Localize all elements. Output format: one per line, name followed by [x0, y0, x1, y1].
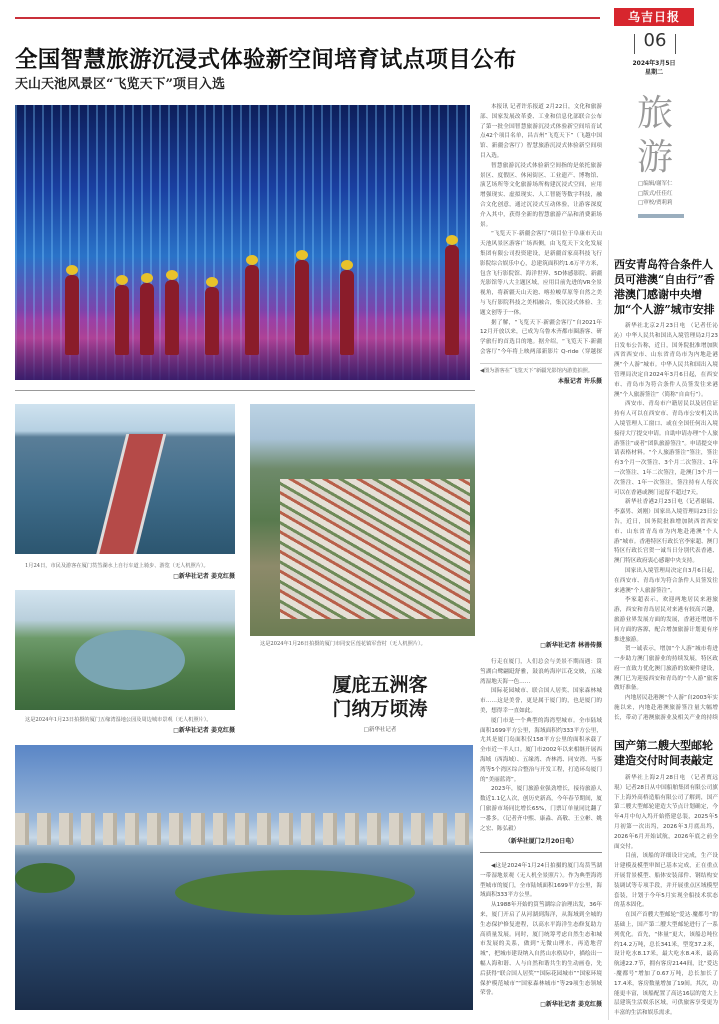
- story1-paragraph: 西安市、青岛市户籍居民以及居住证持有人可以在西安市、青岛市公安机关出入境管理人工窗口、或在全国任何出入境接待大厅提交申请。自助申请办理“个人旅游签注”或者“团队旅游签注”。申请提交申请表格材料。“个人旅游签注”签注，签注有3个月一次签注、3个月二次签注、1年一次签注、1年二次签注，赴澳门3个月一次签注、1年一次签注，签注持有人每次可以在香港或澳门逗留不超过7天。: [614, 401, 718, 496]
- page-number: 06: [620, 30, 690, 51]
- credits-divider: [638, 214, 684, 218]
- feature-paragraph: 国际花园城市、联合国人居奖、国家森林城市……这是美誉，更是属于厦门的，也是厦门的美，想得幸一直如此。: [480, 688, 602, 714]
- story1-body: [614, 322, 718, 722]
- lead-subhead: 天山天池风景区“飞览天下”项目入选: [15, 77, 225, 92]
- village-caption: 这是2024年1月26日拍摄的厦门市同安区莲花镇军营村（无人机照片）。: [260, 641, 426, 647]
- editor-credits: [638, 180, 708, 209]
- credit-proofreader: □审校/贾莉莉: [638, 200, 673, 206]
- wetland-lake: [75, 630, 185, 690]
- village-aerial-photo: [250, 404, 475, 636]
- city-skyline: [15, 813, 473, 845]
- lake-caption: ◀这是2024年1月24日拍摄的厦门岛筼筜湖一带湿地景观（无人机全景照片）。作为典型海湾型城市的厦门，全市陆域面积1699平方公里，海域面积333平方公里。: [480, 863, 602, 899]
- bridge-caption-block: [15, 562, 235, 580]
- feature-headline-line2: 门纳万顷涛: [332, 698, 428, 720]
- wetland-islet: [15, 863, 75, 893]
- lead-article-body: [480, 103, 602, 385]
- immersive-exhibit-photo: [15, 105, 470, 380]
- story2-paragraph: 新华社上海2月28日电 （记者贾远琨）记者28日从中国船舶集团有限公司旗下上海外高桥造船有限公司了解到，国产第二艘大型邮轮建造大节点计划确定，今年4月中旬入坞开始搭建总装，2025年5月初第一次出坞，2026年3月底出坞，2026年6月开始试航，2026年底之前全面交付。: [614, 775, 718, 850]
- lead-photo-caption: ◀图为游客在“飞览天下”新疆光影馆内游览拍照。: [480, 363, 602, 376]
- feature-paragraph: 厦门市是一个典型的海湾型城市。全市陆域面积1699平方公里，海域面积约333平方公里，尤其是厦门岛面积仅158平方公里的面积承载了全市近一半人口。厦门市2002年以来相继开展西海域（西海域）、五缘湾、杏林湾、同安湾、马銮湾等5个湾区综合整治与开发工程，打造环岛厦门的“美丽蓝湾”。: [480, 717, 602, 783]
- village-byline: □新华社记者 林善传摄: [540, 642, 602, 649]
- credit-layout: □版式/任佳红: [638, 190, 673, 197]
- feature-divider: [480, 852, 602, 853]
- wetland-island: [175, 870, 415, 915]
- lead-paragraph: 据了解，“飞览天下·新疆会客厅”自2021年12月开放以来，已成为乌鲁木齐都市圈游客、研学旅行的首选目的地。据介绍，“飞览天下·新疆会客厅”今年将上映两部新影片 Q-ride（穿越探: [480, 319, 602, 355]
- story1-paragraph: 李家超表示，欢迎两地居民来港旅游，西安和青岛居民对来港有较高兴趣，旅游业界发展方面的发展，香港还增加不同方面的客源，配合增加旅游计划更有序推进旅游。: [614, 597, 718, 643]
- story1-paragraph: 内地居民赴港澳“个人游”自2003年实施以来，内地赴港澳旅游签注量大幅增长，带动了港澳旅游业及相关产业的持续: [614, 695, 718, 721]
- header-rule: [15, 17, 600, 19]
- story2-paragraph: 目前，该船的详细设计完成，生产设计建模及模型审图已基本完成，正在重点开展背景模型、船体安装部件、钢结构安装调试等专项手段，并开展重点区域模型套装，计划于今年5月实现全船技术状态的基本固化。: [614, 853, 718, 909]
- wetland-byline: □新华社记者 姜克红摄: [173, 727, 235, 734]
- weekday-text: 星期二: [644, 69, 663, 76]
- column-separator: [608, 240, 609, 1020]
- lead-photo-byline: 本报记者 许乐摄: [557, 377, 602, 385]
- yundang-lake-photo: [15, 745, 473, 1010]
- wetland-caption-block: [15, 716, 235, 734]
- lake-body: 从1988年开始的筼筜湖综合治理出发，36年来，厦门开启了从河湖到海洋，从海域到全城的生态保护修复进程，以高水平海洋生态修复助力高质量发展。同时，厦门统筹考虑自然生态和城市发展的关系，做到“无微山理水，再造地营城”，把城市建设纳入自然山水格局中，描绘出一幅人海和谐、人与自然和谐共生的生动画卷，先后获得“联合国人居奖”“国际花园城市”“国家环境保护模范城市”“国家森林城市”等29项生态领域荣誉。: [480, 902, 602, 997]
- section-title: 旅游: [636, 93, 673, 178]
- lake-byline: □新华社记者 姜克红摄: [540, 1001, 602, 1009]
- lead-paragraph: 智慧旅游沉浸式体验新空间指的是依托旅游景区、度假区、休闲街区、工业遗产、博物馆、演艺场所等文化旅游场所构建沉浸式空间，应用增强现实、虚拟现实、人工智能等数字科技，融合文化创意，通过沉浸式互动体验，让游客深度介入其中，获得全新的智慧旅游产品和消费新场景。: [480, 162, 602, 228]
- issue-date: [614, 59, 694, 77]
- story1-headline: 西安青岛符合条件人员可港澳“自由行”香港澳门感谢中央增加“个人游”城市安排: [614, 258, 715, 316]
- bridge-caption: 1月24日，市民及游客在厦门筼筜湖水上自行车道上骑步、游览（无人机照片）。: [25, 563, 209, 569]
- bridge-byline: □新华社记者 姜克红摄: [173, 573, 235, 580]
- story1-paragraph: 贺一诚表示，增加“个人游”城市将进一步助力澳门旅游业的持续发展，特区政府一直致力优化澳门旅游的软硬件建设，澳门已为迎接西安和青岛的“个人游”旅客做好准备。: [614, 646, 718, 692]
- village-houses: [280, 479, 470, 619]
- story1-paragraph: 新华社香港2月23日电（记者谢瑞、李嘉男、刘刚）国家出入境管理局23日公告，近日，国务院批准增加陕西省西安市、山东省青岛市为内地赴港澳“个人游”城市。香港特区行政长官李家超、澳门特区行政长官贺一诚当日分别代表香港、澳门特区政府衷心感谢中央支持。: [614, 499, 718, 565]
- bridge-bike-path-photo: [15, 404, 235, 554]
- credit-editor: □编辑/谢军仁: [638, 181, 673, 187]
- feature-headline: [300, 673, 460, 721]
- lead-headline: 全国智慧旅游沉浸式体验新空间培育试点项目公布: [15, 47, 517, 73]
- village-caption-block: [250, 640, 475, 649]
- feature-body: [480, 658, 602, 845]
- feature-dateline: （新华社厦门2月20日电）: [504, 838, 578, 846]
- wetland-park-photo: [15, 590, 235, 710]
- lead-paragraph: 本报讯 记者许乐报道 2月22日，文化和旅游部、国家发展改革委、工业和信息化部联合公布了第一批全国智慧旅游沉浸式体验新空间培育试点42个项目名单，昌吉州“飞览天下”（飞越中国馆、新疆会客厅）智慧旅游沉浸式体验新空间项目入选。: [480, 104, 602, 159]
- lead-paragraph: “飞览天下·新疆会客厅”项目位于阜康市天山天池风景区游客广场西侧，由飞览天下文化发展集团有限公司投资建设，是新疆首家高科技飞行影院综合娱乐中心，总建筑面积约1.6万平方米，包含飞行影院馆、海洋世界、5D体感影院、新疆光影馆等八大主题区域，应用目前先进的VR全景视角，将新疆天山天池、喀拉峻草原等自然之美与飞行影院科技之美相融合，集沉浸式体验、主题文创等于一体。: [480, 231, 602, 316]
- story2-headline: 国产第二艘大型邮轮建造交付时间表敲定: [614, 739, 713, 767]
- feature-paragraph: 2023年，厦门旅游业强劲增长，接待旅游人数近1.1亿人次，创历史新高，今年春节期间，厦门旅游市场同比增长65%，门票订单量同比翻了一番多。（记者齐中熙、康淼、高敬、王立彬、姚之宏、陈弘毅）: [480, 786, 602, 832]
- story1-paragraph: 国家出入境管理局决定自3月6日起，在西安市、青岛市为符合条件人员签发往来港澳“个人旅游签注”。: [614, 567, 718, 594]
- story1-paragraph: 新华社北京2月23日电 （记者任沁沁）中华人民共和国出入境管理局2月23日发布公告称，近日，国务院批准增加陕西省西安市、山东省青岛市为内地赴港澳“个人游”城市。中华人民共和国出入境管理局决定自2024年3月6日起，在西安市、青岛市为符合条件人员签发往来港澳“个人旅游签注”（简称“自由行”）。: [614, 323, 718, 398]
- story2-body: [614, 774, 718, 1019]
- feature-paragraph: 行走在厦门，人们总会与美景不期而遇：筼筜湖白鹭翩跹舒雅，鼓浪屿海岸江花交映，五缘湾湿地天海一色……: [480, 659, 602, 685]
- date-text: 2024年3月5日: [632, 60, 676, 67]
- section-divider: [15, 390, 475, 391]
- feature-headline-line1: 厦庇五洲客: [332, 674, 428, 696]
- lake-caption-block: [480, 862, 602, 1008]
- masthead-logo: 乌吉日报: [614, 8, 694, 26]
- story2-paragraph: 在国产首艘大型邮轮“爱达·魔都号”的基础上，国产第二艘大型邮轮进行了一系列优化。首先，“体量”更大，该船总吨位约14.2万吨，总长341米，型宽37.2米，设计吃水8.17米，最大吃水8.4米，最高航速22.7节，拥有客房2144间，比“爱达·魔都号”增加了0.67万吨，总长加长了17.4米，客房数量增加了19间。其次，功能更丰富，该船配置了高达16层的宽大上层建筑生活娱乐区域，可供旅客享受更为丰富的生活和娱乐需求。: [614, 912, 718, 1017]
- bike-bridge: [94, 434, 166, 554]
- wetland-caption: 这是2024年1月23日拍摄的厦门五缘湾湿地公园及周边城市景观（无人机照片）。: [25, 717, 212, 723]
- village-byline-block: [480, 640, 602, 649]
- visitors-group: [45, 205, 465, 355]
- feature-byline: □新华社记者: [363, 727, 397, 733]
